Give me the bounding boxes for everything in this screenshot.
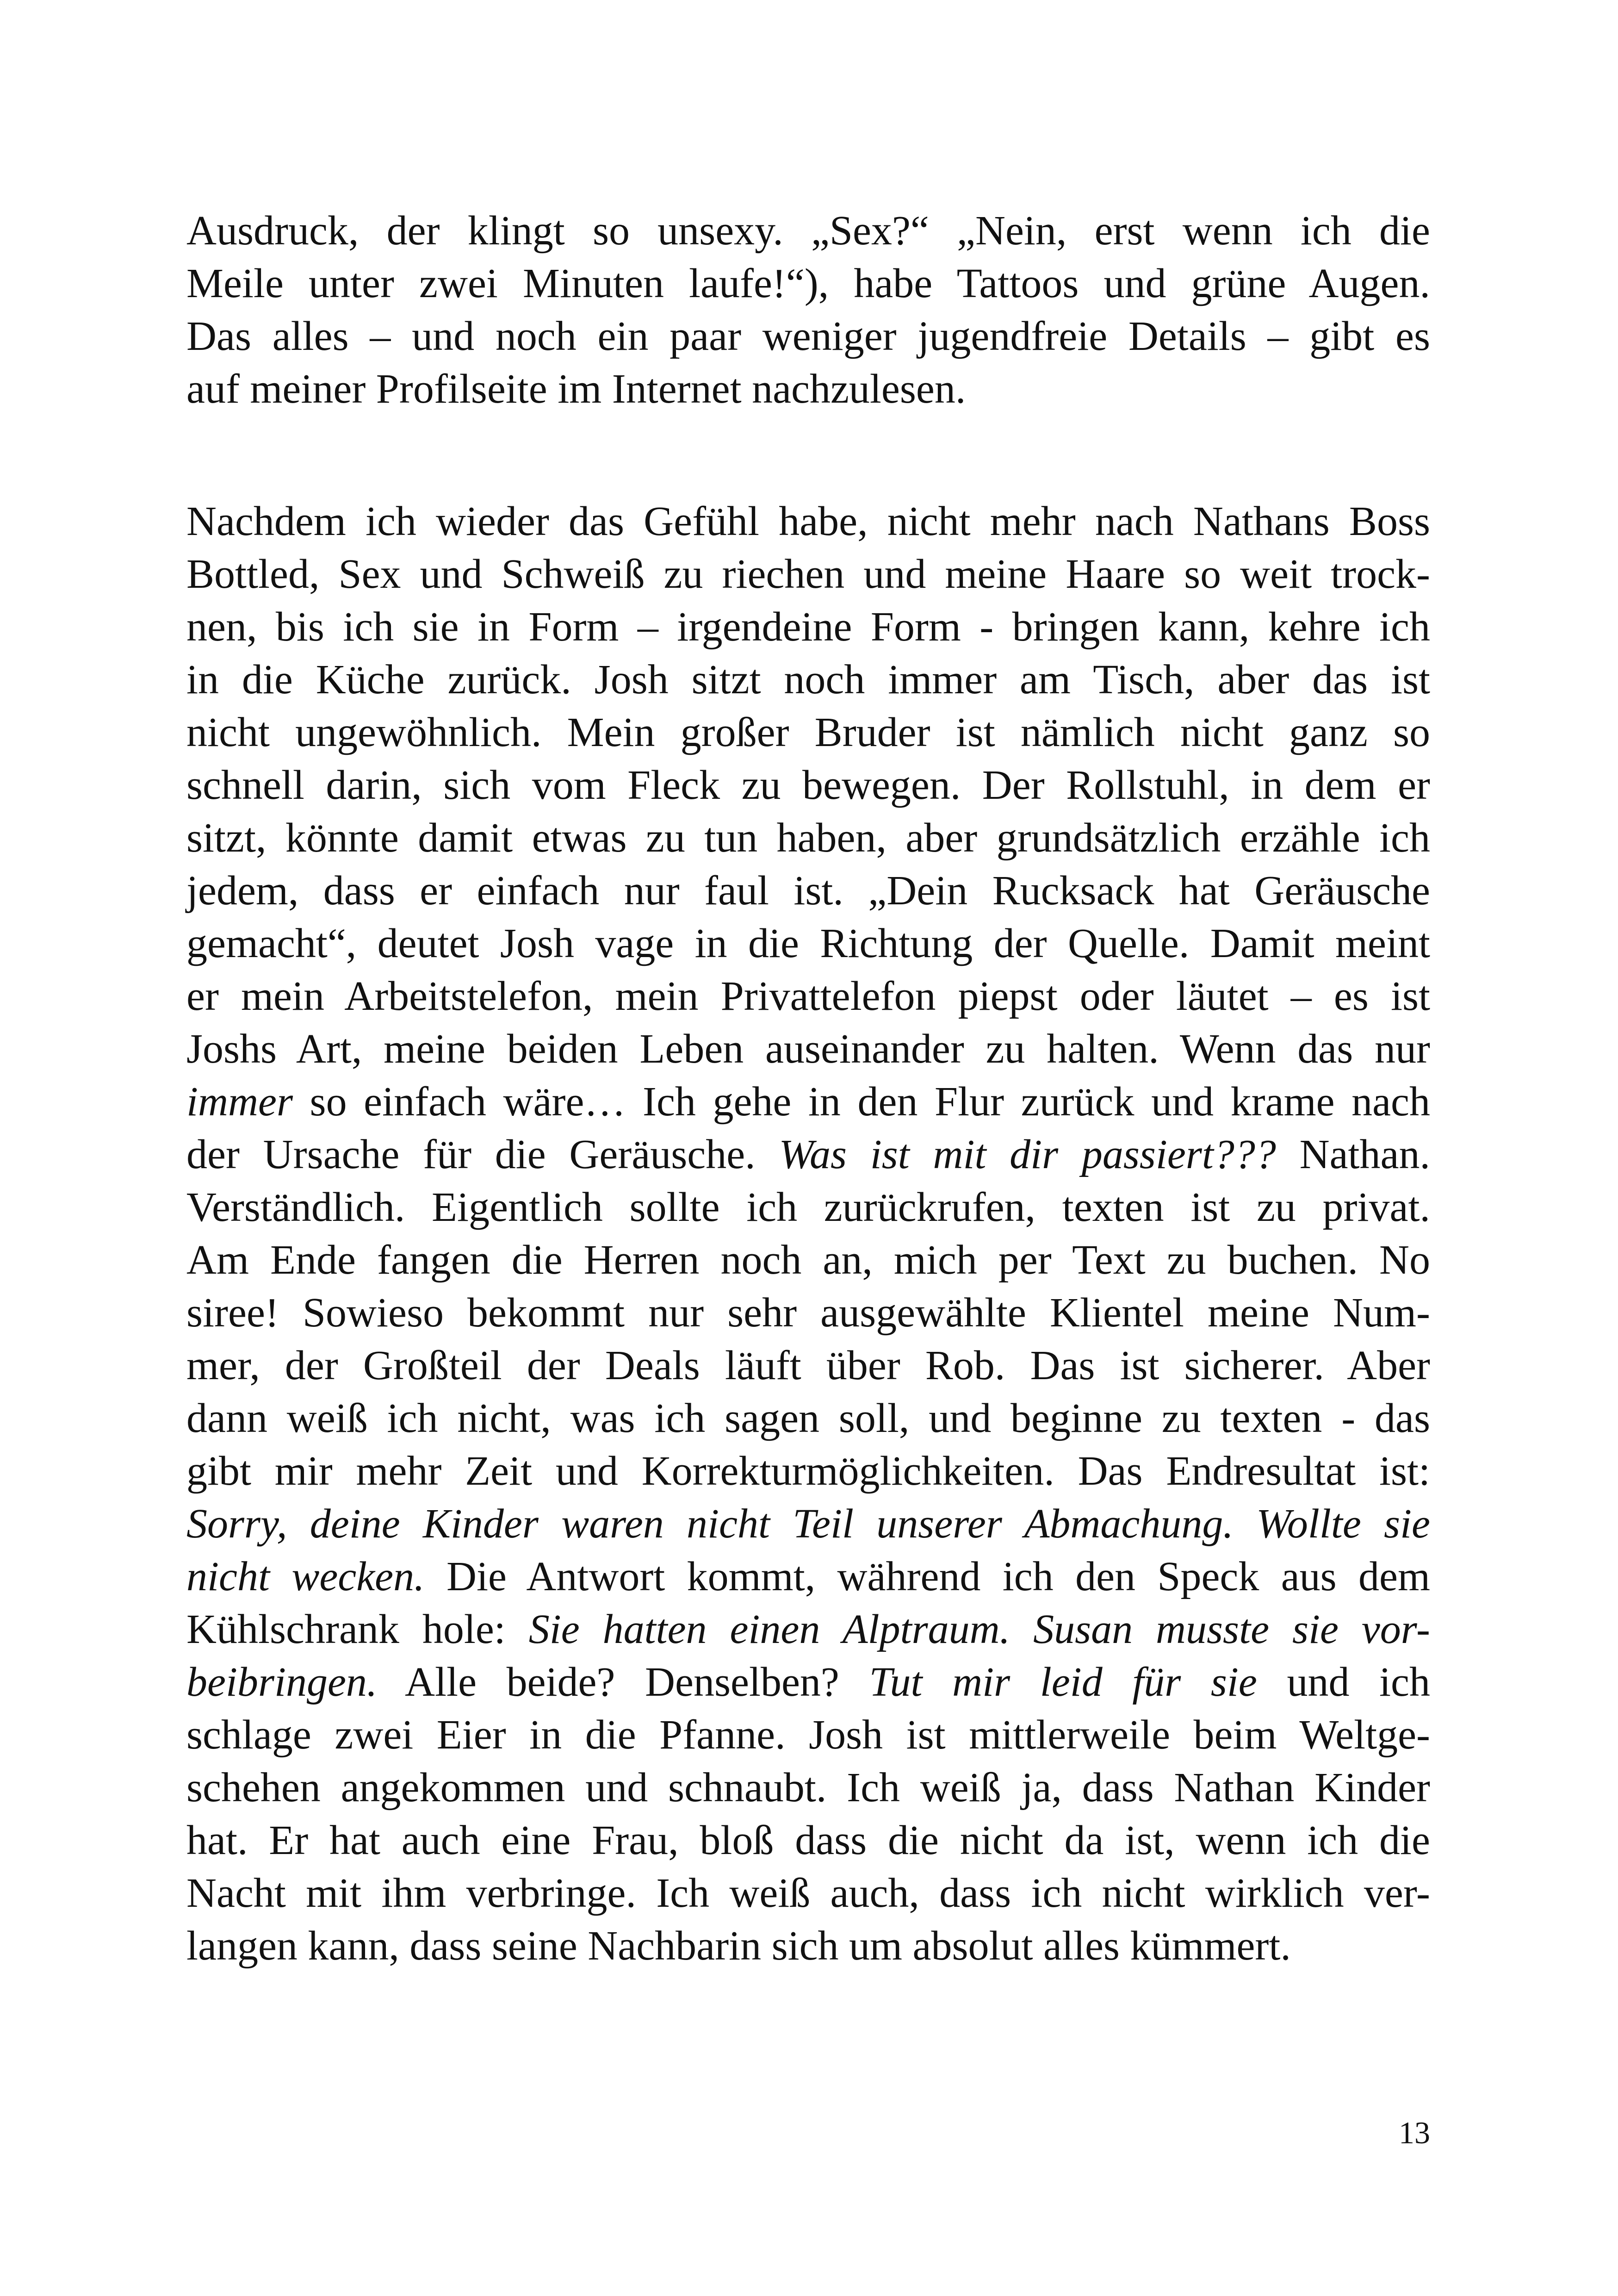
text-run: dann weiß ich nicht, was ich sagen soll, und beginne zu texten - das xyxy=(186,1395,1430,1441)
text-run: Joshs Art, meine beiden Leben auseinander zu halten. Wenn das nur xyxy=(186,1026,1430,1072)
italic-text: nicht wecken. xyxy=(186,1554,425,1599)
italic-text: immer xyxy=(186,1079,293,1125)
text-run: gibt mir mehr Zeit und Korrekturmöglichkeiten. Das Endresultat ist: xyxy=(186,1448,1430,1494)
text-run: jedem, dass er einfach nur faul ist. „Dein Rucksack hat Geräusche xyxy=(186,868,1430,914)
text-line xyxy=(186,1498,1430,1550)
text-run: er mein Arbeitstelefon, mein Privattelefon piepst oder läutet – es ist xyxy=(186,973,1430,1019)
text-run: Verständlich. Eigentlich sollte ich zurückrufen, texten ist zu privat. xyxy=(186,1184,1430,1230)
text-run: Kühlschrank hole: xyxy=(186,1606,529,1652)
text-run: langen kann, dass seine Nachbarin sich um absolut alles kümmert. xyxy=(186,1923,1291,1969)
text-line xyxy=(186,653,1430,706)
text-line xyxy=(186,205,1430,257)
text-line xyxy=(186,495,1430,548)
text-run: Am Ende fangen die Herren noch an, mich per Text zu buchen. No xyxy=(186,1237,1430,1283)
text-line xyxy=(186,1445,1430,1498)
text-line xyxy=(186,1709,1430,1761)
text-line xyxy=(186,759,1430,812)
italic-text: Tut mir leid für sie xyxy=(869,1659,1257,1705)
text-run: und ich xyxy=(1257,1659,1431,1705)
text-run: Ausdruck, der klingt so unsexy. „Sex?“ „Nein, erst wenn ich die xyxy=(186,208,1430,254)
text-line xyxy=(186,1287,1430,1339)
text-run: siree! Sowieso bekommt nur sehr ausgewählte Klientel meine Num- xyxy=(186,1290,1430,1336)
text-run: nen, bis ich sie in Form – irgendeine Form - bringen kann, kehre ich xyxy=(186,604,1430,650)
text-line xyxy=(186,548,1430,601)
italic-text: beibringen. xyxy=(186,1659,378,1705)
page-number: 13 xyxy=(1399,2115,1430,2150)
text-line xyxy=(186,1761,1430,1814)
text-run: gemacht“, deutet Josh vage in die Richtung der Quelle. Damit meint xyxy=(186,921,1430,966)
text-run: Nacht mit ihm verbringe. Ich weiß auch, dass ich nicht wirklich ver- xyxy=(186,1870,1430,1916)
text-line xyxy=(186,970,1430,1023)
italic-text: Was ist mit dir passiert??? xyxy=(779,1132,1276,1177)
text-line xyxy=(186,1339,1430,1392)
text-run: schehen angekommen und schnaubt. Ich weiß ja, dass Nathan Kinder xyxy=(186,1765,1430,1811)
text-run: Nachdem ich wieder das Gefühl habe, nicht mehr nach Nathans Boss xyxy=(186,498,1430,544)
text-run: Alle beide? Denselben? xyxy=(377,1659,869,1705)
text-line xyxy=(186,601,1430,653)
text-run: Meile unter zwei Minuten laufe!“), habe Tattoos und grüne Augen. xyxy=(186,261,1430,306)
text-run: schnell darin, sich vom Fleck zu bewegen. Der Rollstuhl, in dem er xyxy=(186,762,1430,808)
text-line xyxy=(186,1603,1430,1656)
text-run: nicht ungewöhnlich. Mein großer Bruder ist nämlich nicht ganz so xyxy=(186,709,1430,755)
text-run: hat. Er hat auch eine Frau, bloß dass die nicht da ist, wenn ich die xyxy=(186,1817,1430,1863)
text-line xyxy=(186,1920,1430,1972)
text-line xyxy=(186,706,1430,759)
text-line xyxy=(186,1656,1430,1709)
text-run: auf meiner Profilseite im Internet nachzulesen. xyxy=(186,366,966,412)
text-line xyxy=(186,917,1430,970)
text-line xyxy=(186,1234,1430,1287)
text-line xyxy=(186,1023,1430,1076)
italic-text: Sie hatten einen Alptraum. Susan musste sie vor- xyxy=(528,1606,1430,1652)
text-line xyxy=(186,1181,1430,1234)
text-run: sitzt, könnte damit etwas zu tun haben, aber grundsätzlich erzähle ich xyxy=(186,815,1430,861)
paragraph-1 xyxy=(186,205,1430,416)
text-line xyxy=(186,1392,1430,1445)
text-line xyxy=(186,1867,1430,1920)
paragraph-2 xyxy=(186,495,1430,1972)
text-line xyxy=(186,310,1430,363)
text-run: Die Antwort kommt, während ich den Speck aus dem xyxy=(424,1554,1430,1599)
text-line xyxy=(186,1076,1430,1128)
italic-text: Sorry, deine Kinder waren nicht Teil unserer Abmachung. Wollte sie xyxy=(186,1501,1430,1547)
text-line xyxy=(186,1550,1430,1603)
text-run: Nathan. xyxy=(1276,1132,1430,1177)
text-run: Bottled, Sex und Schweiß zu riechen und meine Haare so weit trock- xyxy=(186,551,1430,597)
text-line xyxy=(186,363,1430,416)
text-line xyxy=(186,257,1430,310)
text-line xyxy=(186,812,1430,865)
text-run: der Ursache für die Geräusche. xyxy=(186,1132,779,1177)
text-run: Das alles – und noch ein paar weniger jugendfreie Details – gibt es xyxy=(186,313,1430,359)
text-run: in die Küche zurück. Josh sitzt noch immer am Tisch, aber das ist xyxy=(186,657,1430,703)
text-line xyxy=(186,865,1430,917)
text-run: so einfach wäre… Ich gehe in den Flur zurück und krame nach xyxy=(292,1079,1430,1125)
text-line xyxy=(186,1814,1430,1867)
text-line xyxy=(186,1128,1430,1181)
text-run: schlage zwei Eier in die Pfanne. Josh ist mittlerweile beim Weltge- xyxy=(186,1712,1430,1758)
text-run: mer, der Großteil der Deals läuft über Rob. Das ist sicherer. Aber xyxy=(186,1343,1430,1388)
